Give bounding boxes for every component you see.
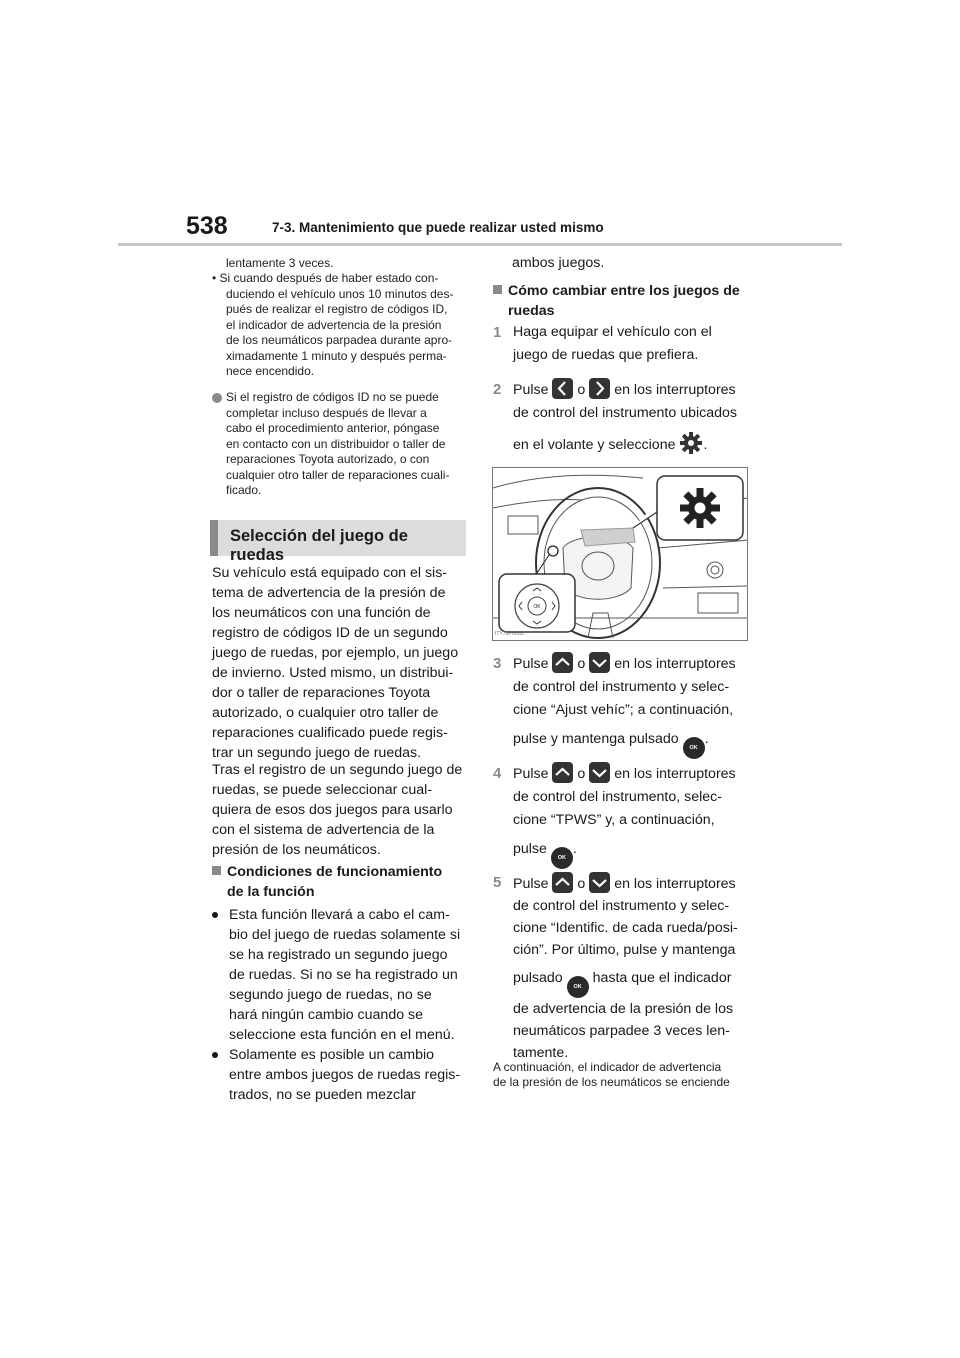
section-title: 7-3. Mantenimiento que puede realizar usted mismo — [272, 220, 604, 235]
subheading-line: de la función — [227, 884, 315, 900]
text-line: los neumáticos con una función de — [212, 605, 431, 621]
ok-button-icon: OK — [683, 737, 705, 759]
text-line: reparaciones cualificado puede regis- — [212, 725, 448, 741]
paragraph-intro — [212, 563, 482, 763]
text-line: se ha registrado un segundo juego — [229, 947, 448, 963]
text-line: neumáticos parpadee 3 veces len- — [513, 1023, 730, 1039]
text-fragment: o — [577, 382, 586, 398]
text-line: Haga equipar el vehículo con el — [513, 324, 712, 340]
text-line: cione “Ajust vehíc”; a continuación, — [513, 702, 734, 718]
step-number: 2 — [493, 381, 502, 398]
step-number: 5 — [493, 874, 502, 891]
text-fragment: . — [704, 731, 709, 747]
text-fragment: en el volante y seleccione — [513, 437, 676, 453]
chevron-right-icon — [589, 378, 610, 399]
subheading-line: Condiciones de funcionamiento — [227, 864, 443, 880]
note-bullet — [212, 271, 480, 380]
header-rule — [118, 243, 842, 246]
text-line: quiera de esos dos juegos para usarlo — [212, 802, 453, 818]
step-2 — [493, 378, 753, 463]
subheading-how-to-switch — [493, 281, 753, 321]
text-line: de advertencia de la presión de los — [513, 1001, 734, 1017]
paragraph-second-set — [212, 760, 482, 860]
chevron-up-icon — [552, 762, 573, 783]
text-line: cione “TPWS” y, a continuación, — [513, 812, 715, 828]
text-line: ruedas, se puede seleccionar cual- — [212, 782, 433, 798]
subheading-line: ruedas — [508, 303, 555, 319]
note-line: de los neumáticos parpadea durante apro- — [226, 333, 453, 347]
chevron-down-icon — [589, 652, 610, 673]
text-line: ción”. Por último, pulse y mantenga — [513, 942, 736, 958]
ok-button-icon: OK — [567, 976, 589, 998]
text-line: trar un segundo juego de ruedas. — [212, 745, 422, 761]
text-line: seleccione esta función en el menú. — [229, 1027, 455, 1043]
text-line: cione “Identific. de cada rueda/posi- — [513, 920, 738, 936]
step-number: 3 — [493, 655, 502, 672]
step-5 — [493, 872, 753, 1064]
chevron-left-icon — [552, 378, 573, 399]
step-4 — [493, 762, 753, 869]
text-fragment: pulse y mantenga pulsado — [513, 731, 679, 747]
note-line: lentamente 3 veces. — [226, 256, 334, 270]
step-number: 4 — [493, 765, 502, 782]
steering-wheel-drawing — [493, 468, 748, 641]
page-number: 538 — [186, 212, 228, 240]
text-fragment: hasta que el indicador — [592, 970, 732, 986]
text-fragment: en los interruptores — [614, 656, 736, 672]
text-fragment: pulsado — [513, 970, 563, 986]
note-line: nece encendido. — [226, 364, 315, 378]
note-line: ximadamente 1 minuto y después perma- — [226, 348, 447, 363]
ok-button-icon: OK — [551, 847, 573, 869]
text-line: bio del juego de ruedas solamente si — [229, 927, 461, 943]
text-line: de control del instrumento y selec- — [513, 679, 730, 695]
text-fragment: o — [577, 876, 586, 892]
text-fragment: en los interruptores — [614, 382, 736, 398]
text-fragment: en los interruptores — [614, 766, 736, 782]
bullet-icon — [212, 912, 218, 918]
note-line: completar incluso después de llevar a — [226, 405, 427, 420]
text-line: juego de ruedas que prefiera. — [513, 347, 699, 363]
text-fragment: o — [577, 766, 586, 782]
text-fragment: o — [577, 656, 586, 672]
note-line: • Si cuando después de haber estado con- — [212, 271, 439, 285]
note-line: el indicador de advertencia de la presión — [226, 317, 442, 332]
text-line: tema de advertencia de la presión de — [212, 585, 446, 601]
text-fragment: Pulse — [513, 766, 549, 782]
steering-wheel-illustration — [492, 467, 748, 641]
bullet-icon — [212, 1052, 218, 1058]
text-line: de control del instrumento ubicados — [513, 405, 737, 421]
text-line: de la presión de los neumáticos se enciende — [493, 1075, 730, 1089]
footer-note — [493, 1060, 763, 1090]
chevron-down-icon — [589, 762, 610, 783]
step-number: 1 — [493, 324, 502, 341]
text-line: dor o taller de reparaciones Toyota — [212, 685, 431, 701]
text-line: de ruedas. Si no se ha registrado un — [229, 967, 458, 983]
text-line: Tras el registro de un segundo juego de — [212, 762, 463, 778]
text-line: A continuación, el indicador de advertencia — [493, 1060, 722, 1074]
chevron-down-icon — [589, 872, 610, 893]
step-1 — [493, 321, 753, 367]
text-line: tamente. — [513, 1045, 569, 1061]
text-fragment: . — [572, 841, 577, 857]
text-line: con el sistema de advertencia de la — [212, 822, 435, 838]
ok-label: OK — [533, 604, 541, 610]
text-line: de control del instrumento y selec- — [513, 898, 730, 914]
note-line: en contacto con un distribuidor o taller de — [226, 436, 446, 451]
text-line: hará ningún cambio cuando se — [229, 1007, 424, 1023]
text-line: presión de los neumáticos. — [212, 842, 381, 858]
bullet-condition-1 — [212, 905, 482, 1045]
note-circle — [212, 390, 480, 499]
note-line: cabo el procedimiento anterior, póngase — [226, 421, 440, 435]
continuation-text: ambos juegos. — [512, 255, 605, 271]
note-line: duciendo el vehículo unos 10 minutos des- — [226, 286, 454, 301]
subheading-line: Cómo cambiar entre los juegos de — [508, 283, 740, 299]
text-line: trados, no se pueden mezclar — [229, 1087, 416, 1103]
note-line: pués de realizar el registro de códigos ID, — [226, 302, 448, 316]
text-line: segundo juego de ruedas, no se — [229, 987, 432, 1003]
text-line: Solamente es posible un cambio — [229, 1047, 435, 1063]
chevron-up-icon — [552, 652, 573, 673]
text-fragment: Pulse — [513, 656, 549, 672]
chevron-up-icon — [552, 872, 573, 893]
note-line: reparaciones Toyota autorizado, o con — [226, 452, 430, 466]
note-line: cualquier otro taller de reparaciones cuali- — [226, 467, 450, 482]
text-line: registro de códigos ID de un segundo — [212, 625, 448, 641]
text-line: entre ambos juegos de ruedas regis- — [229, 1067, 461, 1083]
text-line: autorizado, o cualquier otro taller de — [212, 705, 439, 721]
text-fragment: pulse — [513, 841, 547, 857]
text-line: Su vehículo está equipado con el sis- — [212, 565, 448, 581]
gear-icon — [679, 431, 703, 463]
section-heading-text: Selección del juego de ruedas — [230, 527, 408, 564]
bullet-condition-2 — [212, 1045, 482, 1105]
circle-bullet-icon — [212, 393, 222, 403]
note-line: ficado. — [226, 483, 262, 497]
text-line: de invierno. Usted mismo, un distribui- — [212, 665, 454, 681]
text-fragment: Pulse — [513, 876, 549, 892]
section-heading — [210, 520, 466, 564]
step-3 — [493, 652, 753, 759]
figure-code: ITY71PH063 — [495, 631, 524, 637]
note-line: Si el registro de códigos ID no se puede — [226, 390, 439, 404]
text-line: de control del instrumento, selec- — [513, 789, 722, 805]
text-fragment: . — [703, 437, 708, 453]
note-continuation — [226, 256, 478, 272]
text-line: Esta función llevará a cabo el cam- — [229, 907, 450, 923]
text-line: juego de ruedas, por ejemplo, un juego — [212, 645, 459, 661]
text-fragment: en los interruptores — [614, 876, 736, 892]
square-bullet-icon — [212, 866, 221, 875]
subheading-conditions — [212, 862, 482, 902]
text-fragment: Pulse — [513, 382, 549, 398]
square-bullet-icon — [493, 285, 502, 294]
